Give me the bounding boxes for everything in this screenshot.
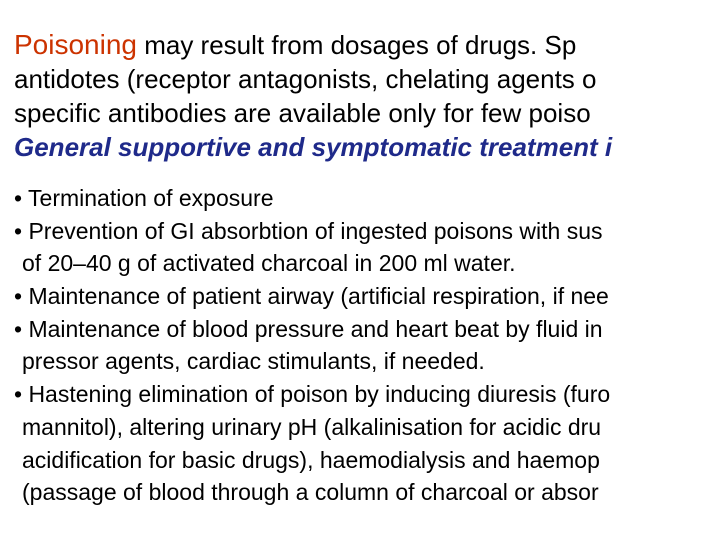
list-item-continuation: of 20–40 g of activated charcoal in 200 ml water. <box>22 250 516 277</box>
intro-paragraph <box>14 28 612 164</box>
list-item-continuation: acidification for basic drugs), haemodialysis and haemop <box>22 446 600 473</box>
list-item: • Maintenance of blood pressure and heart beat by fluid in <box>14 315 603 342</box>
poisoning-keyword: Poisoning <box>14 29 137 60</box>
treatment-bullet-list <box>14 182 610 509</box>
intro-line-2: antidotes (receptor antagonists, chelating agents o <box>14 64 597 94</box>
list-item: • Prevention of GI absorbtion of ingested poisons with sus <box>14 217 603 244</box>
list-item: • Maintenance of patient airway (artificial respiration, if nee <box>14 283 609 310</box>
list-item-continuation: (passage of blood through a column of charcoal or absor <box>22 479 599 506</box>
list-item-continuation: mannitol), altering urinary pH (alkalinisation for acidic dru <box>22 413 602 440</box>
list-item: • Termination of exposure <box>14 185 274 211</box>
intro-line-1 <box>14 28 612 62</box>
list-item-continuation: pressor agents, cardiac stimulants, if needed. <box>22 348 485 375</box>
treatment-subheading: General supportive and symptomatic treatment i <box>14 132 613 162</box>
intro-line-3: specific antibodies are available only for few poiso <box>14 98 591 128</box>
intro-line-1-rest: may result from dosages of drugs. Sp <box>136 30 577 60</box>
list-item: • Hastening elimination of poison by inducing diuresis (furo <box>14 381 611 408</box>
